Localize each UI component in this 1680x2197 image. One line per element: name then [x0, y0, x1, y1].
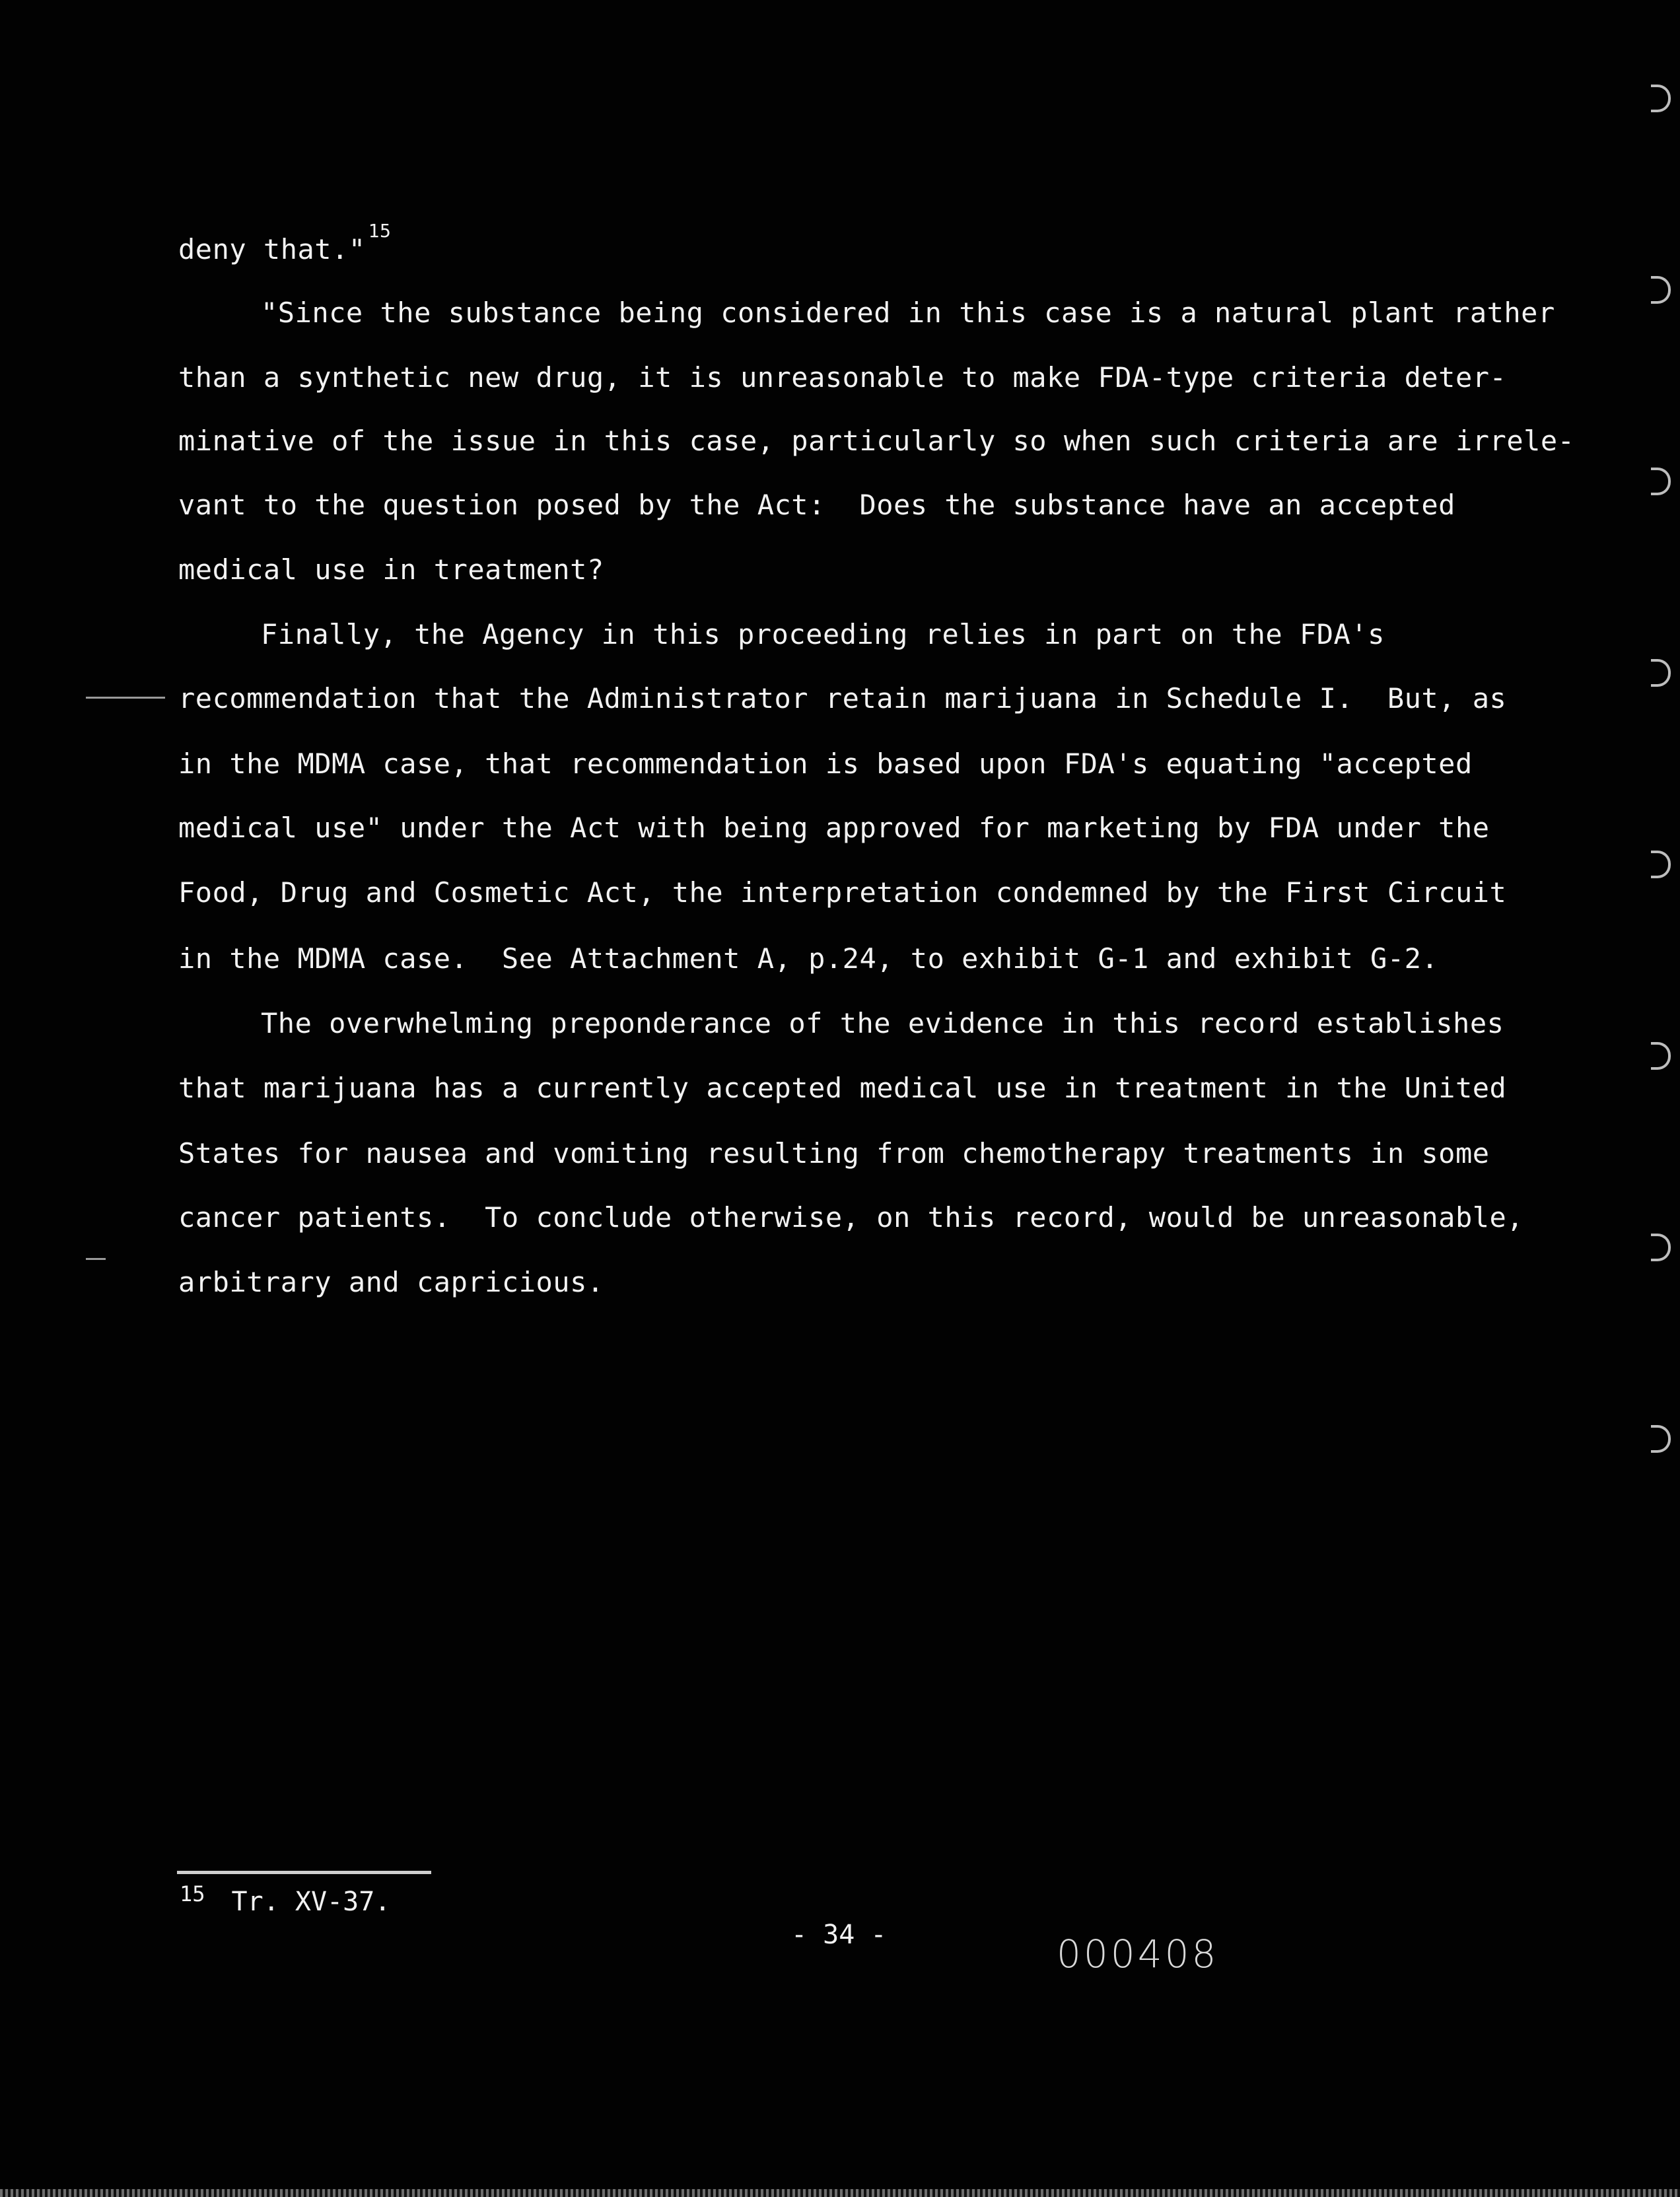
page-number: - 34 -	[791, 1920, 887, 1950]
footnote	[180, 1882, 390, 1923]
text-line-11: Food, Drug and Cosmetic Act, the interpretation condemned by the First Circuit	[178, 876, 1507, 909]
footnote-number: 15	[180, 1881, 205, 1906]
text-line-2: "Since the substance being considered in this case is a natural plant rather	[261, 296, 1555, 329]
binder-hole-mark	[1651, 1234, 1671, 1261]
text-line-10: medical use" under the Act with being approved for marketing by FDA under the	[178, 812, 1490, 844]
text-line-6: medical use in treatment?	[178, 553, 604, 586]
text-line-17: arbitrary and capricious.	[178, 1266, 604, 1298]
bates-stamp: 000408	[1057, 1932, 1219, 1976]
footnote-ref: 15	[368, 220, 392, 242]
text-line-13: The overwhelming preponderance of the evidence in this record establishes	[261, 1007, 1504, 1039]
text-line-5: vant to the question posed by the Act: Does the substance have an accepted	[178, 489, 1455, 521]
scan-edge	[0, 2189, 1680, 2197]
text-line-1	[178, 220, 392, 269]
text-line-4: minative of the issue in this case, particularly so when such criteria are irrele-	[178, 425, 1575, 457]
binder-hole-mark	[1651, 851, 1671, 878]
text-line-8: recommendation that the Administrator retain marijuana in Schedule I. But, as	[178, 682, 1507, 715]
binder-hole-mark	[1651, 276, 1671, 304]
scan-artifact	[86, 1258, 106, 1260]
binder-hole-mark	[1651, 659, 1671, 687]
text-line-14: that marijuana has a currently accepted medical use in treatment in the United	[178, 1072, 1507, 1104]
text-line-9: in the MDMA case, that recommendation is based upon FDA's equating "accepted	[178, 748, 1473, 780]
text-line-3: than a synthetic new drug, it is unreasonable to make FDA-type criteria deter-	[178, 361, 1507, 394]
footnote-text: Tr. XV-37.	[231, 1887, 391, 1917]
binder-hole-mark	[1651, 1042, 1671, 1070]
text-line-16: cancer patients. To conclude otherwise, on this record, would be unreasonable,	[178, 1201, 1524, 1234]
text-line-12: in the MDMA case. See Attachment A, p.24, to exhibit G-1 and exhibit G-2.	[178, 942, 1439, 975]
binder-hole-mark	[1651, 1425, 1671, 1453]
binder-hole-mark	[1651, 85, 1671, 112]
line-text: deny that."	[178, 233, 366, 265]
footnote-divider	[177, 1871, 431, 1874]
text-line-15: States for nausea and vomiting resulting from chemotherapy treatments in some	[178, 1137, 1490, 1169]
text-line-7: Finally, the Agency in this proceeding relies in part on the FDA's	[261, 618, 1385, 650]
scan-artifact	[86, 697, 165, 699]
binder-hole-mark	[1651, 468, 1671, 495]
